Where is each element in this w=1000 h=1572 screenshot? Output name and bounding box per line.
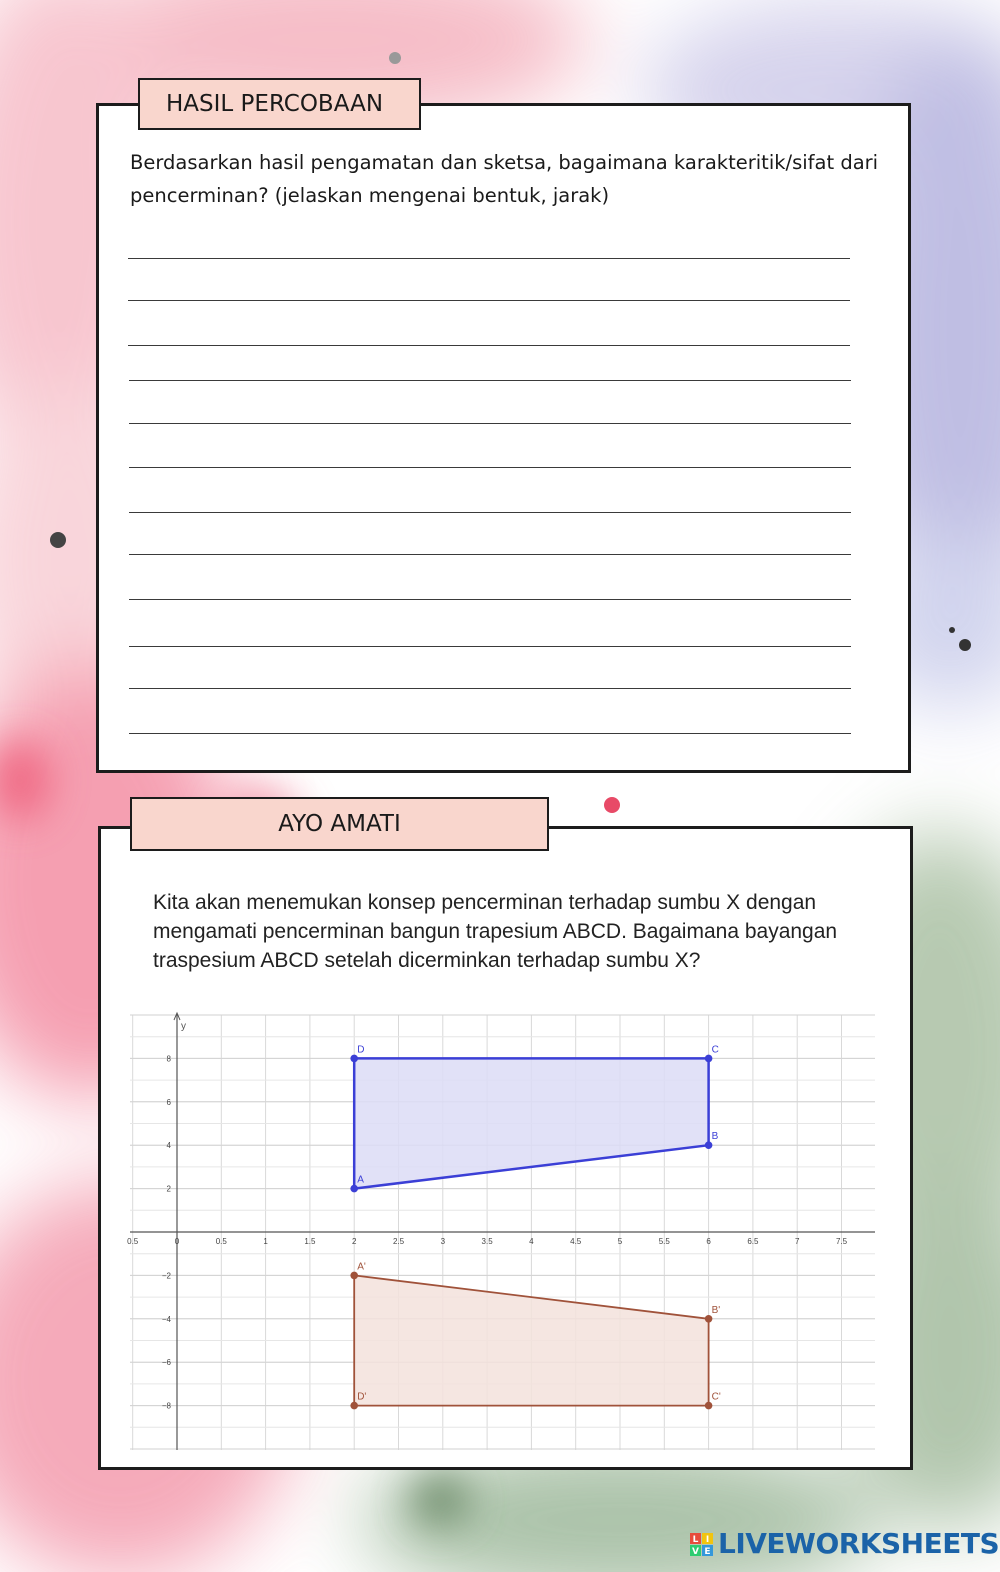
vertex-point (350, 1185, 358, 1193)
answer-line[interactable] (129, 423, 851, 424)
liveworksheets-logo (690, 1525, 1000, 1565)
y-tick-label: 4 (166, 1141, 171, 1151)
x-tick-label: 1 (263, 1237, 268, 1246)
reflection-graph (125, 1010, 880, 1455)
vertex-point (350, 1055, 358, 1063)
liveworksheets-logo-icon (690, 1533, 714, 1557)
logo-letter: V (692, 1547, 699, 1557)
y-tick-label: −8 (161, 1401, 171, 1411)
vertex-label: D (357, 1044, 365, 1056)
logo-letter: E (704, 1547, 711, 1557)
x-tick-label: 6.5 (747, 1237, 759, 1246)
x-tick-label: 6 (706, 1237, 711, 1246)
intro-line: mengamati pencerminan bangun trapesium ABCD. Bagaimana bayangan (153, 920, 838, 943)
x-tick-label: 2.5 (392, 1237, 405, 1246)
x-tick-label: 4.5 (570, 1237, 582, 1246)
y-tick-label: 2 (166, 1184, 171, 1194)
intro-line: Kita akan menemukan konsep pencerminan terhadap sumbu X dengan (153, 891, 817, 914)
vertex-label: C (711, 1044, 719, 1056)
answer-line[interactable] (129, 467, 851, 468)
x-tick-label: 0 (174, 1237, 180, 1246)
answer-line[interactable] (129, 512, 851, 513)
brand-name: LIVEWORKSHEETS (718, 1527, 1000, 1560)
section-title-ayo-amati: AYO AMATI (130, 797, 549, 851)
vertex-point (350, 1402, 358, 1410)
answer-line[interactable] (129, 599, 851, 600)
y-tick-label: −2 (161, 1271, 171, 1281)
vertex-label: D' (357, 1391, 367, 1403)
vertex-label: C' (711, 1391, 721, 1403)
vertex-label: B (711, 1131, 719, 1143)
x-tick-label: 2 (351, 1237, 357, 1246)
y-tick-label: −6 (161, 1358, 171, 1368)
answer-line[interactable] (129, 554, 851, 555)
x-tick-label: 3 (440, 1237, 446, 1246)
x-tick-label: 3.5 (481, 1237, 493, 1246)
logo-letter: L (692, 1535, 699, 1545)
x-tick-label: 5.5 (658, 1237, 670, 1246)
y-tick-label: 6 (166, 1097, 171, 1107)
vertex-label: A (357, 1174, 364, 1186)
vertex-point (705, 1141, 713, 1149)
vertex-point (350, 1272, 358, 1280)
x-tick-label: 5 (617, 1237, 623, 1246)
y-axis-label: y (181, 1021, 186, 1032)
answer-line[interactable] (129, 646, 851, 647)
answer-line[interactable] (128, 345, 850, 346)
vertex-label: A' (357, 1261, 366, 1273)
x-tick-label: 4 (529, 1237, 534, 1246)
answer-line[interactable] (128, 300, 850, 301)
x-tick-label: 7.5 (835, 1237, 848, 1246)
logo-letter: I (705, 1535, 710, 1545)
vertex-label: B' (711, 1304, 721, 1316)
vertex-point (705, 1402, 713, 1410)
vertex-point (705, 1055, 713, 1063)
answer-line[interactable] (129, 688, 851, 689)
x-tick-label: 7 (794, 1237, 800, 1246)
intro-line: traspesium ABCD setelah dicerminkan terhadap sumbu X? (153, 949, 701, 972)
y-tick-label: −4 (161, 1314, 171, 1324)
intro-text (153, 888, 898, 975)
x-tick-label: 0.5 (215, 1237, 227, 1246)
x-tick-label: 1.5 (304, 1237, 316, 1246)
answer-line[interactable] (128, 258, 850, 259)
y-tick-label: 8 (166, 1054, 171, 1064)
question-text: Berdasarkan hasil pengamatan dan sketsa, bagaimana karakteritik/sifat dari pencerminan? (jelaskan mengenai bentuk, jarak) (130, 151, 879, 207)
x-tick-label: 0.5 (127, 1237, 139, 1246)
section-title-hasil-percobaan: HASIL PERCOBAAN (138, 78, 421, 130)
answer-line[interactable] (129, 380, 851, 381)
vertex-point (705, 1315, 713, 1323)
answer-line[interactable] (129, 733, 851, 734)
